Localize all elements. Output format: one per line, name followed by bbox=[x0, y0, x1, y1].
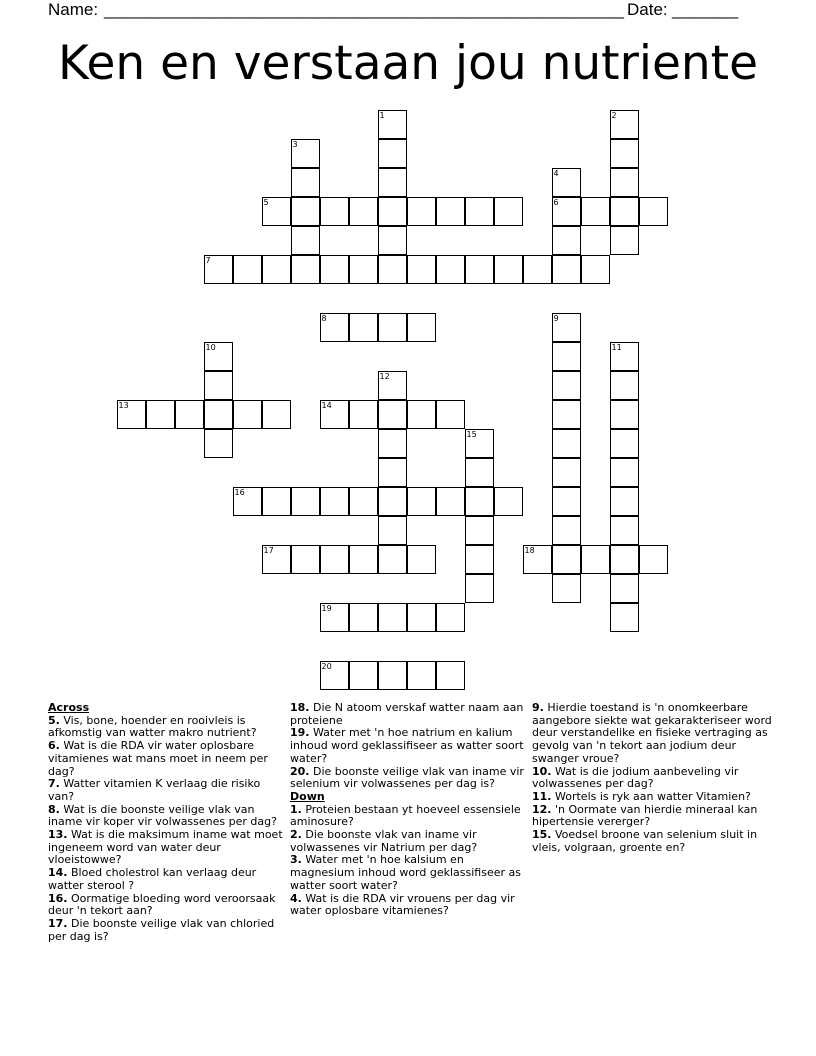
crossword-cell[interactable] bbox=[552, 168, 581, 197]
crossword-cell[interactable] bbox=[407, 603, 436, 632]
crossword-cell[interactable] bbox=[349, 197, 378, 226]
crossword-cell[interactable] bbox=[407, 255, 436, 284]
crossword-cell[interactable] bbox=[378, 400, 407, 429]
down-clue: 10. Wat is die jodium aanbeveling vir volwassenes per dag? bbox=[532, 764, 739, 791]
crossword-cell[interactable] bbox=[610, 197, 639, 226]
crossword-cell[interactable] bbox=[378, 661, 407, 690]
crossword-cell[interactable] bbox=[494, 197, 523, 226]
clue-number: 5 bbox=[263, 197, 269, 207]
crossword-cell[interactable] bbox=[523, 255, 552, 284]
crossword-cell[interactable] bbox=[233, 400, 262, 429]
crossword-cell[interactable] bbox=[552, 226, 581, 255]
crossword-cell[interactable] bbox=[552, 313, 581, 342]
crossword-cell[interactable] bbox=[523, 545, 552, 574]
crossword-cell[interactable] bbox=[494, 487, 523, 516]
crossword-cell[interactable] bbox=[320, 545, 349, 574]
clue-number: 7 bbox=[205, 255, 211, 265]
name-label: Name: bbox=[48, 0, 99, 19]
clue-number: 1 bbox=[379, 110, 385, 120]
crossword-cell[interactable] bbox=[581, 197, 610, 226]
down-heading: Down bbox=[290, 789, 325, 803]
crossword-cell[interactable] bbox=[552, 516, 581, 545]
crossword-cell[interactable] bbox=[465, 429, 494, 458]
clue-number: 14 bbox=[321, 400, 332, 410]
date-label: Date: bbox=[627, 0, 668, 19]
crossword-cell[interactable] bbox=[378, 516, 407, 545]
crossword-cell[interactable] bbox=[349, 545, 378, 574]
crossword-cell[interactable] bbox=[552, 255, 581, 284]
crossword-cell[interactable] bbox=[465, 458, 494, 487]
crossword-cell[interactable] bbox=[349, 661, 378, 690]
crossword-cell[interactable] bbox=[349, 400, 378, 429]
across-clue: 5. Vis, bone, hoender en rooivleis is afkomstig van watter makro nutrient? bbox=[48, 713, 257, 740]
down-clue: 9. Hierdie toestand is 'n onomkeerbare aangebore siekte wat gekarakteriseer word deur verstandelike en fisieke vertraging as gevolg van 'n tekort aan jodium deur swanger vroue? bbox=[532, 701, 772, 765]
clue-number: 8 bbox=[321, 313, 327, 323]
crossword-cell[interactable] bbox=[320, 661, 349, 690]
crossword-cell[interactable] bbox=[610, 574, 639, 603]
crossword-cell[interactable] bbox=[378, 371, 407, 400]
crossword-cell[interactable] bbox=[378, 110, 407, 139]
crossword-cell[interactable] bbox=[610, 168, 639, 197]
crossword-cell[interactable] bbox=[610, 226, 639, 255]
clue-number: 6 bbox=[553, 197, 559, 207]
crossword-cell[interactable] bbox=[552, 197, 581, 226]
crossword-cell[interactable] bbox=[291, 226, 320, 255]
name-field-line[interactable]: _______________________________________________________ bbox=[104, 0, 625, 19]
crossword-cell[interactable] bbox=[610, 429, 639, 458]
crossword-cell[interactable] bbox=[378, 545, 407, 574]
crossword-cell[interactable] bbox=[610, 342, 639, 371]
down-clue: 1. Proteien bestaan yt hoeveel essensiele aminosure? bbox=[290, 802, 521, 829]
crossword-cell[interactable] bbox=[610, 516, 639, 545]
clue-number: 10 bbox=[205, 342, 216, 352]
crossword-cell[interactable] bbox=[436, 197, 465, 226]
crossword-cell[interactable] bbox=[639, 545, 668, 574]
clue-number: 17 bbox=[263, 545, 274, 555]
clue-number: 13 bbox=[118, 400, 129, 410]
crossword-cell[interactable] bbox=[146, 400, 175, 429]
crossword-cell[interactable] bbox=[320, 487, 349, 516]
clue-number: 16 bbox=[234, 487, 245, 497]
crossword-cell[interactable] bbox=[349, 487, 378, 516]
down-clue: 3. Water met 'n hoe kalsium en magnesium inhoud word geklassifiseer as watter soort water? bbox=[290, 853, 521, 892]
crossword-cell[interactable] bbox=[436, 603, 465, 632]
crossword-cell[interactable] bbox=[378, 429, 407, 458]
clues-column-2 bbox=[290, 702, 530, 918]
crossword-cell[interactable] bbox=[378, 603, 407, 632]
across-clue: 20. Die boonste veilige vlak van iname vir selenium vir volwassenes per dag is? bbox=[290, 764, 524, 791]
across-clue: 17. Die boonste veilige vlak van chloried per dag is? bbox=[48, 916, 275, 943]
crossword-cell[interactable] bbox=[610, 139, 639, 168]
crossword-cell[interactable] bbox=[320, 400, 349, 429]
crossword-cell[interactable] bbox=[291, 255, 320, 284]
clue-number: 15 bbox=[466, 429, 477, 439]
crossword-cell[interactable] bbox=[610, 110, 639, 139]
crossword-cell[interactable] bbox=[465, 255, 494, 284]
crossword-cell[interactable] bbox=[465, 487, 494, 516]
crossword-cell[interactable] bbox=[610, 458, 639, 487]
clue-number: 18 bbox=[524, 545, 535, 555]
crossword-cell[interactable] bbox=[552, 487, 581, 516]
crossword-cell[interactable] bbox=[552, 545, 581, 574]
crossword-cell[interactable] bbox=[320, 603, 349, 632]
crossword-cell[interactable] bbox=[610, 400, 639, 429]
clue-number: 12 bbox=[379, 371, 390, 381]
crossword-cell[interactable] bbox=[581, 545, 610, 574]
crossword-cell[interactable] bbox=[204, 342, 233, 371]
crossword-cell[interactable] bbox=[291, 487, 320, 516]
clues-column-1 bbox=[48, 702, 288, 943]
crossword-cell[interactable] bbox=[407, 197, 436, 226]
across-clue: 16. Oormatige bloeding word veroorsaak deur 'n tekort aan? bbox=[48, 891, 276, 918]
across-clue: 8. Wat is die boonste veilige vlak van iname vir koper vir volwassenes per dag? bbox=[48, 802, 277, 829]
crossword-cell[interactable] bbox=[378, 168, 407, 197]
crossword-cell[interactable] bbox=[262, 487, 291, 516]
crossword-cell[interactable] bbox=[378, 458, 407, 487]
crossword-cell[interactable] bbox=[262, 400, 291, 429]
crossword-cell[interactable] bbox=[610, 545, 639, 574]
down-clue: 2. Die boonste vlak van iname vir volwassenes vir Natrium per dag? bbox=[290, 828, 478, 854]
crossword-cell[interactable] bbox=[175, 400, 204, 429]
crossword-cell[interactable] bbox=[610, 487, 639, 516]
crossword-cell[interactable] bbox=[320, 255, 349, 284]
crossword-cell[interactable] bbox=[204, 400, 233, 429]
crossword-cell[interactable] bbox=[291, 197, 320, 226]
crossword-cell[interactable] bbox=[204, 371, 233, 400]
crossword-cell[interactable] bbox=[465, 516, 494, 545]
crossword-cell[interactable] bbox=[610, 371, 639, 400]
across-clue: 19. Water met 'n hoe natrium en kalium inhoud word geklassifiseer as watter soort water? bbox=[290, 726, 524, 765]
crossword-cell[interactable] bbox=[407, 313, 436, 342]
crossword-cell[interactable] bbox=[465, 545, 494, 574]
crossword-cell[interactable] bbox=[639, 197, 668, 226]
crossword-cell[interactable] bbox=[552, 400, 581, 429]
crossword-cell[interactable] bbox=[436, 661, 465, 690]
crossword-cell[interactable] bbox=[552, 458, 581, 487]
clues-column-3 bbox=[532, 702, 772, 854]
crossword-cell[interactable] bbox=[581, 255, 610, 284]
crossword-cell[interactable] bbox=[552, 574, 581, 603]
crossword-cell[interactable] bbox=[378, 487, 407, 516]
crossword-cell[interactable] bbox=[407, 545, 436, 574]
crossword-cell[interactable] bbox=[262, 545, 291, 574]
clue-number: 2 bbox=[611, 110, 617, 120]
clue-number: 4 bbox=[553, 168, 559, 178]
across-heading: Across bbox=[48, 701, 90, 714]
crossword-cell[interactable] bbox=[407, 661, 436, 690]
crossword-cell[interactable] bbox=[436, 255, 465, 284]
across-clue: 13. Wat is die maksimum iname wat moet ingeneem word van water deur vloeistowwe? bbox=[48, 828, 283, 867]
crossword-cell[interactable] bbox=[552, 342, 581, 371]
crossword-cell[interactable] bbox=[349, 603, 378, 632]
crossword-cell[interactable] bbox=[320, 197, 349, 226]
down-clue: 11. Wortels is ryk aan watter Vitamien? bbox=[532, 789, 751, 803]
down-clue: 4. Wat is die RDA vir vrouens per dag vir water oplosbare vitamienes? bbox=[290, 891, 515, 918]
crossword-cell[interactable] bbox=[494, 255, 523, 284]
clue-number: 19 bbox=[321, 603, 332, 613]
crossword-cell[interactable] bbox=[407, 487, 436, 516]
crossword-cell[interactable] bbox=[291, 545, 320, 574]
date-field-line[interactable]: _______ bbox=[672, 0, 739, 19]
crossword-cell[interactable] bbox=[552, 429, 581, 458]
across-clue: 7. Watter vitamien K verlaag die risiko van? bbox=[48, 777, 261, 803]
crossword-cell[interactable] bbox=[436, 400, 465, 429]
crossword-cell[interactable] bbox=[552, 371, 581, 400]
clue-number: 11 bbox=[611, 342, 622, 352]
across-clue: 18. Die N atoom verskaf watter naam aan proteiene bbox=[290, 701, 524, 727]
crossword-cell[interactable] bbox=[610, 603, 639, 632]
across-clue: 6. Wat is die RDA vir water oplosbare vitamienes wat mans moet in neem per dag? bbox=[48, 739, 268, 778]
crossword-cell[interactable] bbox=[262, 255, 291, 284]
down-clue: 15. Voedsel broone van selenium sluit in vleis, volgraan, groente en? bbox=[532, 828, 758, 854]
clue-number: 3 bbox=[292, 139, 298, 149]
crossword-cell[interactable] bbox=[291, 139, 320, 168]
crossword-cell[interactable] bbox=[465, 574, 494, 603]
crossword-cell[interactable] bbox=[204, 429, 233, 458]
crossword-cell[interactable] bbox=[378, 226, 407, 255]
crossword-cell[interactable] bbox=[349, 313, 378, 342]
crossword-cell[interactable] bbox=[233, 255, 262, 284]
across-clue: 14. Bloed cholestrol kan verlaag deur watter sterool ? bbox=[48, 866, 257, 892]
crossword-cell[interactable] bbox=[262, 197, 291, 226]
crossword-cell[interactable] bbox=[378, 197, 407, 226]
crossword-cell[interactable] bbox=[436, 487, 465, 516]
crossword-cell[interactable] bbox=[378, 255, 407, 284]
crossword-cell[interactable] bbox=[407, 400, 436, 429]
clue-number: 9 bbox=[553, 313, 559, 323]
down-clue: 12. 'n Oormate van hierdie mineraal kan hipertensie vererger? bbox=[532, 802, 758, 829]
crossword-cell[interactable] bbox=[291, 168, 320, 197]
crossword-cell[interactable] bbox=[320, 313, 349, 342]
page-title: Ken en verstaan jou nutriente bbox=[57, 36, 759, 91]
crossword-cell[interactable] bbox=[233, 487, 262, 516]
crossword-cell[interactable] bbox=[117, 400, 146, 429]
clue-number: 20 bbox=[321, 661, 332, 671]
crossword-cell[interactable] bbox=[349, 255, 378, 284]
crossword-cell[interactable] bbox=[465, 197, 494, 226]
crossword-cell[interactable] bbox=[378, 139, 407, 168]
crossword-cell[interactable] bbox=[204, 255, 233, 284]
crossword-cell[interactable] bbox=[378, 313, 407, 342]
